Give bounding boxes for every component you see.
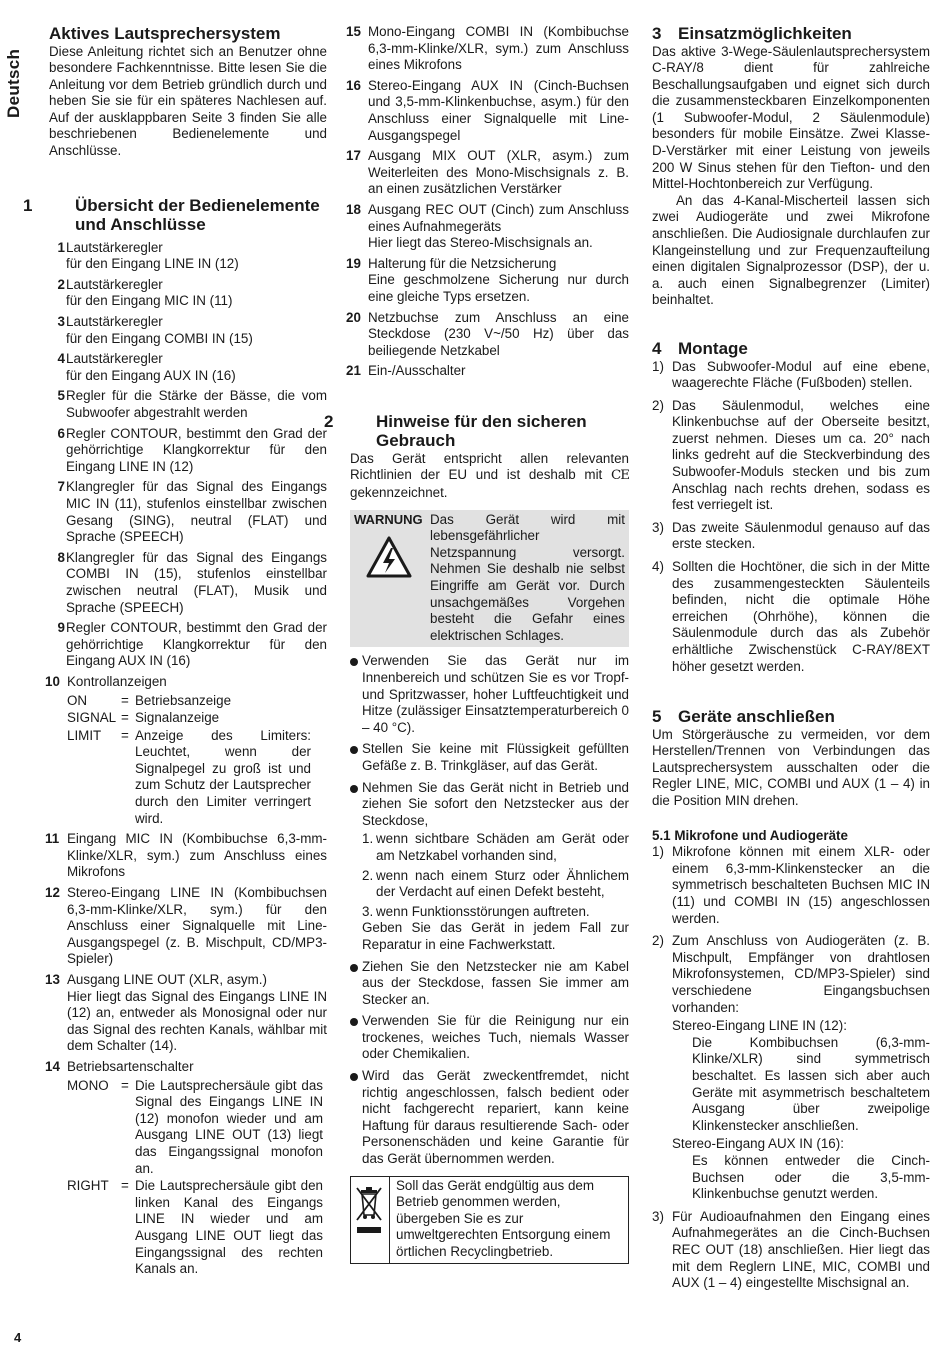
controls-list-continued (346, 24, 629, 380)
safety-bullet: Nehmen Sie das Gerät nicht in Betrieb und ziehen Sie sofort den Netzstecker aus der Steckdose, 1. wenn sichtbare Schäden am Gerät oder am Netzkabel vorhanden sind, 2. wenn nach einem Sturz oder Ähnlichem der Verdacht auf einen Defekt besteht, 3. wenn Funktionsstörungen auftreten. Geben Sie das Gerät in jedem Fall zur Reparatur in eine Fachwerkstatt. (350, 780, 629, 954)
list-item: 2. wenn nach einem Sturz oder Ähnlichem der Verdacht auf einen Defekt besteht, (362, 867, 629, 900)
subsection-5-1-heading: 5.1 Mikrofone und Audiogeräte (652, 827, 848, 843)
warning-label: WARNUNG (354, 511, 423, 527)
def-row: LIMIT = Anzeige des Limiters: Leuchtet, wenn der Signalpegel zu groß ist und zum Schutz der Lautsprecher durch den Limiter verringert wird. (67, 727, 311, 826)
list-item: 16 Stereo-Eingang AUX IN (Cinch-Buchsen und 3,5-mm-Klinkenbuchse, asym.) für den Anschluss einer Signalquelle mit Line-Ausgangspegel (346, 77, 629, 143)
list-item: 19 Halterung für die Netzsicherung Eine geschmolzene Sicherung nur durch eine gleiche Typs ersetzen. (346, 255, 629, 304)
safety-bullet: Verwenden Sie für die Reinigung nur ein trockenes, weiches Tuch, niemals Wasser oder Chemikalien. (350, 1013, 629, 1063)
column-2 (324, 24, 629, 1264)
section-3-heading: 3 Einsatzmöglichkeiten (652, 24, 852, 43)
safety-bullet: Stellen Sie keine mit Flüssigkeit gefüllten Gefäße z. B. Trinkgläser, auf das Gerät. (350, 741, 629, 774)
language-label: Deutsch (4, 48, 23, 118)
safety-bullet: Verwenden Sie das Gerät nur im Innenbereich und schützen Sie es vor Tropf- und Spritzwasser, hoher Luftfeuchtigkeit und Hitze (zulässiger Einsatztemperaturbereich 0 – 40 °C). (350, 653, 629, 736)
list-item: 12 Stereo-Eingang LINE IN (Kombibuchsen 6,3-mm-Klinke/XLR, sym.) für den Anschluss einer Signalquelle mit Line-Ausgangspegel (z. B. Mischpult, CD/MP3-Spieler) (45, 885, 327, 967)
page-number: 4 (14, 1330, 22, 1345)
list-item: 1) Mikrofone können mit einem XLR- oder einem 6,3-mm-Klinkenstecker an die symmetrisch beschalteten Buchsen MIC IN (11) und COMBI IN (15) angeschlossen werden. (652, 844, 930, 926)
list-item: 13 Ausgang LINE OUT (XLR, asym.) Hier liegt das Signal des Eingangs LINE IN (12) an, entweder als Monosignal oder nur das Signal des rechten Kanals, wählbar mit dem Schalter (14). (45, 972, 327, 1054)
list-item: 1) Das Subwoofer-Modul auf eine ebene, waagerechte Fläche (Fußboden) stellen. (652, 358, 930, 391)
list-item: 3. wenn Funktionsstörungen auftreten. (362, 903, 590, 919)
list-item: 6 Regler CONTOUR, bestimmt den Grad der gehörrichtige Klangkorrektur für den Eingang LINE IN (12) (57, 425, 327, 474)
list-item: 21 Ein-/Ausschalter (346, 363, 466, 379)
column-1 (23, 24, 327, 1282)
connection-steps (652, 844, 930, 1291)
list-item: 2 Lautstärkeregler für den Eingang MIC IN (11) (57, 276, 233, 309)
list-item: 17 Ausgang MIX OUT (XLR, asym.) zum Weiterleiten des Mono-Mischsignals z. B. an einen zusätzlichen Verstärker (346, 148, 629, 197)
assembly-steps (652, 359, 930, 676)
section-5-paragraph: Um Störgeräusche zu vermeiden, vor dem Herstellen/Trennen von Verbindungen das Lautsprechersystem ausschalten oder die Regler LINE, MIC, COMBI und AUX (1 – 4) in die Position MIN drehen. (652, 726, 930, 809)
sub-label: Stereo-Eingang LINE IN (12): (672, 1018, 847, 1034)
list-item: 18 Ausgang REC OUT (Cinch) zum Anschluss eines Aufnahmegeräts Hier liegt das Stereo-Mischsignals an. (346, 201, 629, 251)
list-item: 4 Lautstärkeregler für den Eingang AUX IN (16) (57, 351, 236, 383)
ce-mark-icon: CE (610, 468, 629, 484)
warning-box (350, 510, 629, 648)
list-item: 2) Zum Anschluss von Audiogeräten (z. B. Mischpult, Empfänger von drahtlosen Mikrofonsystemen, CD/MP3-Spieler) sind verschiedene Eingangsbuchsen vorhanden: Stereo-Eingang LINE IN (12): Die Kombibuchsen (6,3-mm-Klinke/XLR) sind symmetrisch beschaltet. Es lassen sich aber auch Geräte mit asymmetrisch beschaltetem Ausgang über zweipolige Klinkenstecker anschließen. Stereo-Eingang AUX IN (16): Es können entweder die Cinch-Buchsen oder die 3,5-mm-Klinkenbuchse genutzt werden. (652, 933, 930, 1202)
sub-label: Stereo-Eingang AUX IN (16): (672, 1136, 844, 1152)
controls-list (45, 239, 327, 1278)
list-item: 1. wenn sichtbare Schäden am Gerät oder am Netzkabel vorhanden sind, (362, 831, 629, 863)
safety-bullet: Wird das Gerät zweckentfremdet, nicht richtig angeschlossen, falsch bedient oder nicht fachgerecht repariert, kann keine Haftung für daraus resultierende Sach- oder Personenschäden und keine Garantie für das Gerät übernommen werden. (350, 1068, 629, 1168)
language-tab (4, 26, 30, 146)
crossed-bin-icon (351, 1177, 387, 1247)
list-item: 20 Netzbuchse zum Anschluss an eine Steckdose (230 V~/50 Hz) über das beiliegende Netzkabel (346, 309, 629, 358)
section-3-paragraph: An das 4-Kanal-Mischerteil lassen sich zwei Audiogeräte und zwei Mikrofone anschließen. Die Audiosignale durchlaufen zur Klangeinstellung und zur Frequenzaufteilung einen digitalen Signalprozessor (DSP), der u. a. auch einen Signalbegrenzer (Limiter) beinhaltet. (652, 192, 930, 308)
section-3-paragraph: Das aktive 3-Wege-Säulenlautsprechersystem C-RAY/8 dient für zahlreiche Beschallungsaufgaben und eignet sich durch die zusammensteckbaren Einzelkomponenten (1 Subwoofer-Modul, 2 Säulenmodule) besonders für mobile Einsätze. Zwei Klasse-D-Verstärker mit einer Leistung von jeweils 200 W Sinus stehen für den Tiefton- und den Mittel-Hochtonbereich zur Verfügung. (652, 43, 930, 192)
sub-text: Die Kombibuchsen (6,3-mm-Klinke/XLR) sind symmetrisch beschaltet. Es lassen sich aber auch Geräte mit asymmetrisch beschaltetem Ausgang über zweipolige Klinkenstecker anschließen. (692, 1034, 930, 1133)
high-voltage-icon (366, 536, 412, 578)
recycling-box (350, 1176, 629, 1264)
def-row: SIGNAL = Signalanzeige (67, 710, 220, 726)
intro-text: Diese Anleitung richtet sich an Benutzer ohne besondere Fachkenntnisse. Bitte lesen Sie die Anleitung vor dem Betrieb gründlich durch und heben Sie sie für ein späteres Nachlesen auf. Auf der ausklappbaren Seite 3 finden Sie alle beschriebenen Bedienelemente und Anschlüsse. (49, 43, 327, 159)
list-item: 1 Lautstärkeregler für den Eingang LINE IN (12) (57, 239, 239, 272)
section-5-heading: 5 Geräte anschließen (652, 707, 835, 727)
list-item: 7 Klangregler für das Signal des Eingangs MIC IN (11), stufenlos einstellbar zwischen Gesang (SING), neutral (FLAT) und Sprache (SPEECH) (57, 479, 327, 545)
list-item-indicators: 10 Kontrollanzeigen ON = Betriebsanzeige SIGNAL = Signalanzeige LIMIT = Anzeige des Limiters: Leuchtet, wenn der Signalpegel zu groß ist und zum Schutz der Lautsprecher durch den Limiter verringert wird. (49, 674, 327, 827)
sub-text: Es können entweder die Cinch-Buchsen oder die 3,5-mm-Klinkenbuchse genutzt werden. (692, 1152, 930, 1202)
column-3 (652, 24, 930, 1295)
list-item: 3) Für Audioaufnahmen den Eingang eines Aufnahmegerätes an die Cinch-Buchsen REC OUT (18) anschließen. Hier liegt das mit dem Reglern LINE, MIC, COMBI und AUX (1 – 4) eingestellte Mischsignal an. (652, 1208, 930, 1291)
list-item: 3) Das zweite Säulenmodul genauso auf das erste stecken. (652, 519, 930, 552)
list-item: 15 Mono-Eingang COMBI IN (Kombibuchse 6,3-mm-Klinke/XLR, sym.) zum Anschluss eines Mikrofons (346, 24, 629, 73)
list-item: 2) Das Säulenmodul, welches eine Klinkenbuchse auf der Oberseite besitzt, zuerst nehmen. Dieses um ca. 20° nach links gedreht auf die Steckverbindung des Subwoofer-Moduls stecken und bis zum Anschlag nach rechts drehen, sodass es fest verriegelt ist. (652, 397, 930, 513)
recycling-text: Soll das Gerät endgültig aus dem Betrieb genommen werden, übergeben Sie es zur umweltgerechten Entsorgung einem örtlichen Recyclingbetrieb. (396, 1177, 611, 1259)
list-item: 8 Klangregler für das Signal des Eingangs COMBI IN (15), stufenlos einstellbar zwischen neutral (FLAT), Musik und Sprache (SPEECH) (57, 549, 327, 615)
list-item: 5 Regler für die Stärke der Bässe, die vom Subwoofer abgestrahlt werden (57, 388, 327, 420)
section-2-intro: Das Gerät entspricht allen relevanten Richtlinien der EU und ist deshalb mit CE gekennzeichnet. (350, 450, 629, 501)
def-row: ON = Betriebsanzeige (67, 692, 232, 708)
list-item: 4) Sollten die Hochtöner, die sich in der Mitte des zusammengesteckten Säulenteils befinden, nicht die optimale Höhe erreichen (Ohrhöhe), können die Säulenmodule durch das als Zubehör erhältliche Zwischenstück C-RAY/8EXT höher gesetzt werden. (652, 559, 930, 674)
intro-title: Aktives Lautsprechersystem (49, 24, 281, 43)
section-2-heading: 2 Hinweise für den sicheren Gebrauch (324, 411, 587, 451)
warning-text: Das Gerät wird mit lebensgefährlicher Netzspannung versorgt. Nehmen Sie deshalb nie selbst Eingriffe am Gerät vor. Durch unsachgemäßes Vorgehen besteht die Gefahr eines elektrischen Schlages. (430, 511, 625, 643)
list-item: 3 Lautstärkeregler für den Eingang COMBI IN (15) (57, 314, 253, 346)
def-row: MONO = Die Lautsprechersäule gibt das Signal des Eingangs LINE IN (12) monofon wieder und am Ausgang LINE OUT (13) liegt das Eingangssignal monofon an. (67, 1077, 323, 1176)
list-item: 9 Regler CONTOUR, bestimmt den Grad der gehörrichtige Klangkorrektur für den Eingang AUX IN (16) (57, 620, 327, 669)
section-1-heading: 1 Übersicht der Bedienelemente und Anschlüsse (23, 195, 320, 235)
def-row: RIGHT = Die Lautsprechersäule gibt den linken Kanal des Eingangs LINE IN wieder und am Ausgang LINE OUT liegt das Eingangssignal des rechten Kanals an. (67, 1178, 323, 1277)
list-item-mode-switch: 14 Betriebsartenschalter MONO = Die Lautsprechersäule gibt das Signal des Eingangs LINE IN (12) monofon wieder und am Ausgang LINE OUT (13) liegt das Eingangssignal monofon an. RIGHT = Die Lautsprechersäule gibt den linken Kanal des Eingangs LINE IN wieder und am Ausgang LINE OUT liegt das Eingangssignal des rechten Kanals an. (49, 1059, 327, 1278)
list-item: 11 Eingang MIC IN (Kombibuchse 6,3-mm-Klinke/XLR, sym.) zum Anschluss eines Mikrofons (45, 831, 327, 880)
section-4-heading: 4 Montage (652, 339, 748, 358)
safety-bullet: Ziehen Sie den Netzstecker nie am Kabel aus der Steckdose, fassen Sie immer am Stecker an. (350, 959, 629, 1009)
